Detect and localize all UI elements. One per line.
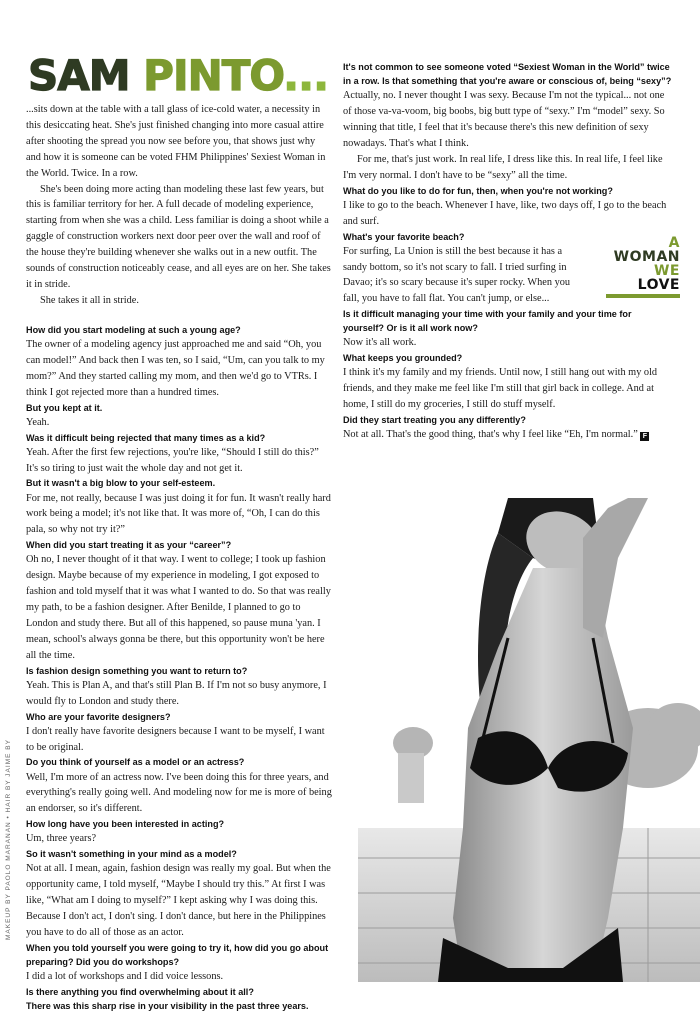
page-title <box>28 51 329 100</box>
answer-text: Not at all. That's the good thing, that's why I feel like “Eh, I'm normal.” <box>343 429 638 441</box>
question: What's your favorite beach? <box>343 231 465 242</box>
title-part-3: ... <box>283 51 329 100</box>
a-woman-we-love-badge <box>576 236 680 298</box>
intro-paragraph: ...sits down at the table with a tall glass of ice-cold water, a necessity in this desiccating heat. She's just finished changing into more casual attire after shooting the spread you now see before you, that shows just why and how it is someone can be voted FHM Philippines' Sexiest Woman in the World. Twice. In a row. <box>26 104 326 179</box>
question: But it wasn't a big blow to your self-esteem. <box>26 478 216 489</box>
question: What do you like to do for fun, then, when you're not working? <box>343 185 613 196</box>
question: Was it difficult being rejected that many times as a kid? <box>26 432 266 443</box>
answer: Yeah. After the first few rejections, you're like, “Should I still do this?” It's so tiring to just wait the whole day and not get it. <box>26 446 319 474</box>
question: What keeps you grounded? <box>343 353 463 364</box>
spacer <box>26 309 332 323</box>
badge-line: WE <box>653 263 680 279</box>
answer: For me, not really, because I was just doing it for fun. It wasn't really hard work being a model; it's not like that. It was more of, “Oh, I can do this pala, so why not try it?” <box>26 492 331 536</box>
question: Who are your favorite designers? <box>26 711 171 722</box>
answer: Oh no, I never thought of it that way. I went to college; I took up fashion design. Maybe because of my experience in modeling, I got exposed to fashion and told myself that it was what I wanted to do. So that was really my path, to be a fashion designer. After Benilde, I planned to go to London and study there. But all of this happened, so pause muna 'yan. I mean, school's always gonna be there, but this opportunity won't be here all the time. <box>26 554 331 661</box>
question: Is fashion design something you want to return to? <box>26 665 248 676</box>
badge-line: LOVE <box>637 277 680 293</box>
question: But you kept at it. <box>26 402 103 413</box>
question: Do you think of yourself as a model or an actress? <box>26 757 245 768</box>
intro-paragraph: She takes it all in stride. <box>40 294 139 306</box>
answer: I think it's my family and my friends. Until now, I still hang out with my old friends, and they make me feel like I'm still that girl back in college. And at home, I still do my groceries, I still do stuff myself. <box>343 367 658 411</box>
question: Is it difficult managing your time with your family and your time for yourself? Or is it all work now? <box>343 309 632 334</box>
question: So it wasn't something in your mind as a model? <box>26 849 237 860</box>
answer: Actually, no. I never thought I was sexy. Because I'm not the typical... not one of those va-va-voom, big boobs, big butt type of “sexy.” I'm “model” sexy. So winning that title, I feel that it's because there's this new definition of sexy nowadays. That's what I think. <box>343 90 665 149</box>
question: Is there anything you find overwhelming about it all? <box>26 987 254 997</box>
question: How long have you been interested in acting? <box>26 819 225 830</box>
photo-credits: MAKEUP BY PAOLO MARANAN • HAIR BY JAIME BY <box>5 739 12 940</box>
answer: Um, three years? <box>26 833 97 845</box>
answer: For me, that's just work. In real life, I dress like this. In real life, I feel like I'm very normal. I don't have to be “sexy” all the time. <box>343 153 663 181</box>
answer: Not at all. I mean, again, fashion design was really my goal. But when the opportunity came, I told myself, “Maybe I should try this.” At first I was like, “What am I doing to myself?” I kept asking why I was doing this. Because I don't act, I don't sing. I don't dance, but here in the Philippines you have to do all of those as an actor. <box>26 863 331 938</box>
answer <box>343 427 673 443</box>
question: Did they start treating you any differently? <box>343 415 526 426</box>
answer: Well, I'm more of an actress now. I've been doing this for three years, and everything's really going well. And modeling now for me is more of being an endorser, so it's different. <box>26 771 332 815</box>
question: When you told yourself you were going to try it, how did you go about preparing? Did you do workshops? <box>26 942 329 967</box>
badge-line: WOMAN <box>613 249 680 265</box>
question: It's not common to see someone voted “Sexiest Woman in the World” twice in a row. Is that something that you're aware or conscious of, being “sexy”? <box>343 62 672 87</box>
answer: I like to go to the beach. Whenever I have, like, two days off, I go to the beach and surf. <box>343 199 667 227</box>
answer: Now it's all work. <box>343 337 417 349</box>
left-column <box>26 102 332 1013</box>
badge-line: A <box>668 235 680 251</box>
question: When did you start treating it as your “career”? <box>26 540 232 551</box>
title-part-1: SAM <box>28 51 144 100</box>
answer: I don't really have favorite designers because I want to be myself, I want to be original. <box>26 725 325 753</box>
answer: I did a lot of workshops and I did voice lessons. <box>26 971 224 983</box>
question: There was this sharp rise in your visibility in the past three years. <box>26 1001 309 1012</box>
answer: The owner of a modeling agency just approached me and said “Oh, you can model!” And back then I was ten, so I said, “Um, can you talk to my mom?” And they started calling my mom, and then we'd go to VTRs. I think I got rejected more than a hundred times. <box>26 338 325 398</box>
intro-paragraph: She's been doing more acting than modeling these last few years, but this is familiar territory for her. A full decade of modeling experience, starting from when she was a child. Less familiar is doing a shoot while a gaggle of construction workers next door peer over the wall and roof of the house they're building whenever she walks out in a new outfit. The sounds of construction noticeably cease, and all eyes are on her. She takes it in stride. <box>26 183 331 290</box>
model-photo <box>358 498 700 982</box>
answer: Yeah. <box>26 416 50 428</box>
question: How did you start modeling at such a young age? <box>26 324 241 335</box>
end-mark-icon: F <box>640 432 649 441</box>
title-part-2: PINTO <box>143 51 284 100</box>
badge-underline <box>606 294 680 298</box>
answer: For surfing, La Union is still the best because it has a sandy bottom, so it's not scary to fall. I tried surfing in Davao; it's so scary because it's super rocky. When you fall, you have to fall flat. You can't jump, or else... <box>343 245 571 305</box>
answer: Yeah. This is Plan A, and that's still Plan B. If I'm not so busy anymore, I would fly to London and study there. <box>26 679 327 707</box>
